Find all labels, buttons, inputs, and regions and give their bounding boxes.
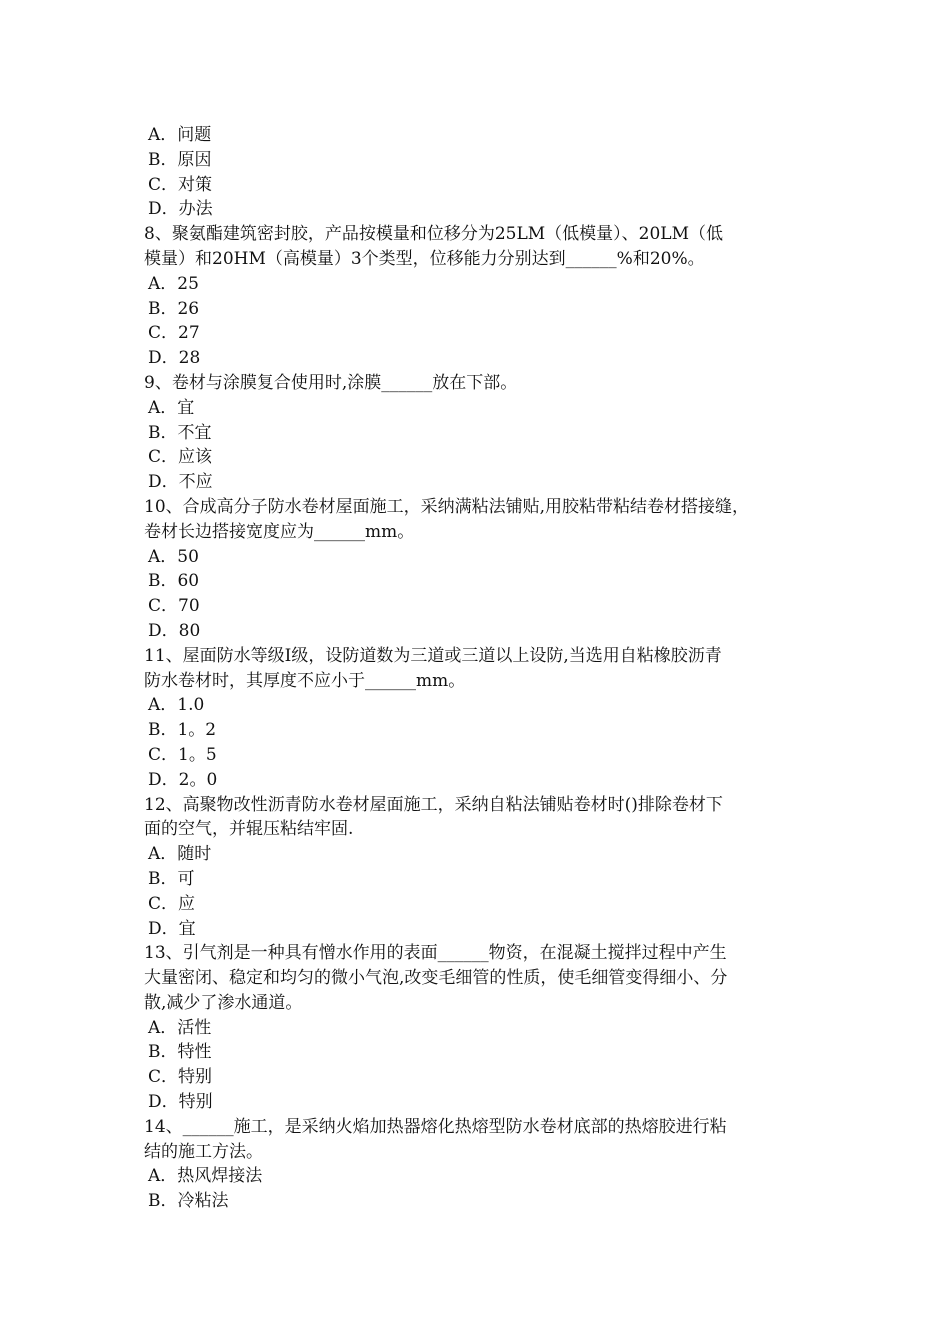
option-a: A．25: [148, 273, 199, 294]
option-c: C．对策: [148, 174, 213, 195]
question-stem-line: 结的施工方法。: [144, 1141, 263, 1162]
option-a: A．随时: [148, 844, 212, 865]
option-b: B．1。2: [148, 720, 217, 741]
question-13: [144, 941, 810, 1115]
option-c: C．70: [148, 596, 200, 617]
question-12: [144, 793, 810, 942]
option-b: B．原因: [148, 149, 212, 170]
option-c: C．1。5: [148, 744, 217, 765]
option-a: A．活性: [148, 1017, 212, 1038]
option-c: C．特别: [148, 1067, 213, 1088]
question-stem-line: 大量密闭、稳定和均匀的微小气泡,改变毛细管的性质，使毛细管变得细小、分: [144, 968, 728, 989]
option-a: A．热风焊接法: [148, 1166, 263, 1187]
option-a: A．50: [148, 546, 199, 567]
option-d: D．特别: [148, 1092, 213, 1113]
question-stem-line: 卷材长边搭接宽度应为______mm。: [144, 521, 415, 542]
question-stem-line: 10、合成高分子防水卷材屋面施工，采纳满粘法铺贴,用胶粘带粘结卷材搭接缝，: [144, 496, 750, 517]
option-a: A．宜: [148, 397, 195, 418]
question-stem-line: 11、屋面防水等级Ⅰ级，设防道数为三道或三道以上设防,当选用自粘橡胶沥青: [144, 645, 722, 666]
option-b: B．60: [148, 571, 200, 592]
option-d: D．宜: [148, 918, 196, 939]
question-14: [144, 1115, 810, 1214]
question-10: [144, 495, 810, 644]
option-c: C．应: [148, 893, 196, 914]
option-b: B．不宜: [148, 422, 212, 443]
option-b: B．可: [148, 868, 195, 889]
option-b: B．冷粘法: [148, 1191, 229, 1212]
option-b: B．特性: [148, 1042, 212, 1063]
option-d: D．2。0: [148, 769, 218, 790]
document-page: [144, 123, 810, 1214]
question-stem-line: 13、引气剂是一种具有憎水作用的表面______物资，在混凝土搅拌过程中产生: [144, 943, 727, 964]
option-d: D．80: [148, 620, 201, 641]
option-c: C．27: [148, 323, 200, 344]
question-9: [144, 371, 810, 495]
question-stem-line: 面的空气，并辊压粘结牢固.: [144, 819, 354, 840]
question-stem-line: 散,减少了渗水通道。: [144, 992, 303, 1013]
option-b: B．26: [148, 298, 200, 319]
option-d: D．不应: [148, 472, 213, 493]
option-d: D．28: [148, 348, 201, 369]
option-c: C．应该: [148, 447, 213, 468]
question-stem-line: 防水卷材时，其厚度不应小于______mm。: [144, 670, 466, 691]
question-stem-line: 模量）和20HM（高模量）3个类型，位移能力分别达到______%和20%。: [144, 248, 705, 269]
prev-question-options: [144, 123, 810, 222]
option-d: D．办法: [148, 199, 213, 220]
question-8: [144, 222, 810, 371]
question-stem-line: 12、高聚物改性沥青防水卷材屋面施工，采纳自粘法铺贴卷材时()排除卷材下: [144, 794, 723, 815]
question-11: [144, 644, 810, 793]
question-stem-line: 14、______施工，是采纳火焰加热器熔化热熔型防水卷材底部的热熔胶进行粘: [144, 1116, 727, 1137]
question-stem-line: 8、聚氨酯建筑密封胶，产品按模量和位移分为25LM（低模量）、20LM（低: [144, 224, 723, 245]
option-a: A．1.0: [148, 695, 205, 716]
question-stem-line: 9、卷材与涂膜复合使用时,涂膜______放在下部。: [144, 372, 518, 393]
option-a: A．问题: [148, 125, 212, 145]
